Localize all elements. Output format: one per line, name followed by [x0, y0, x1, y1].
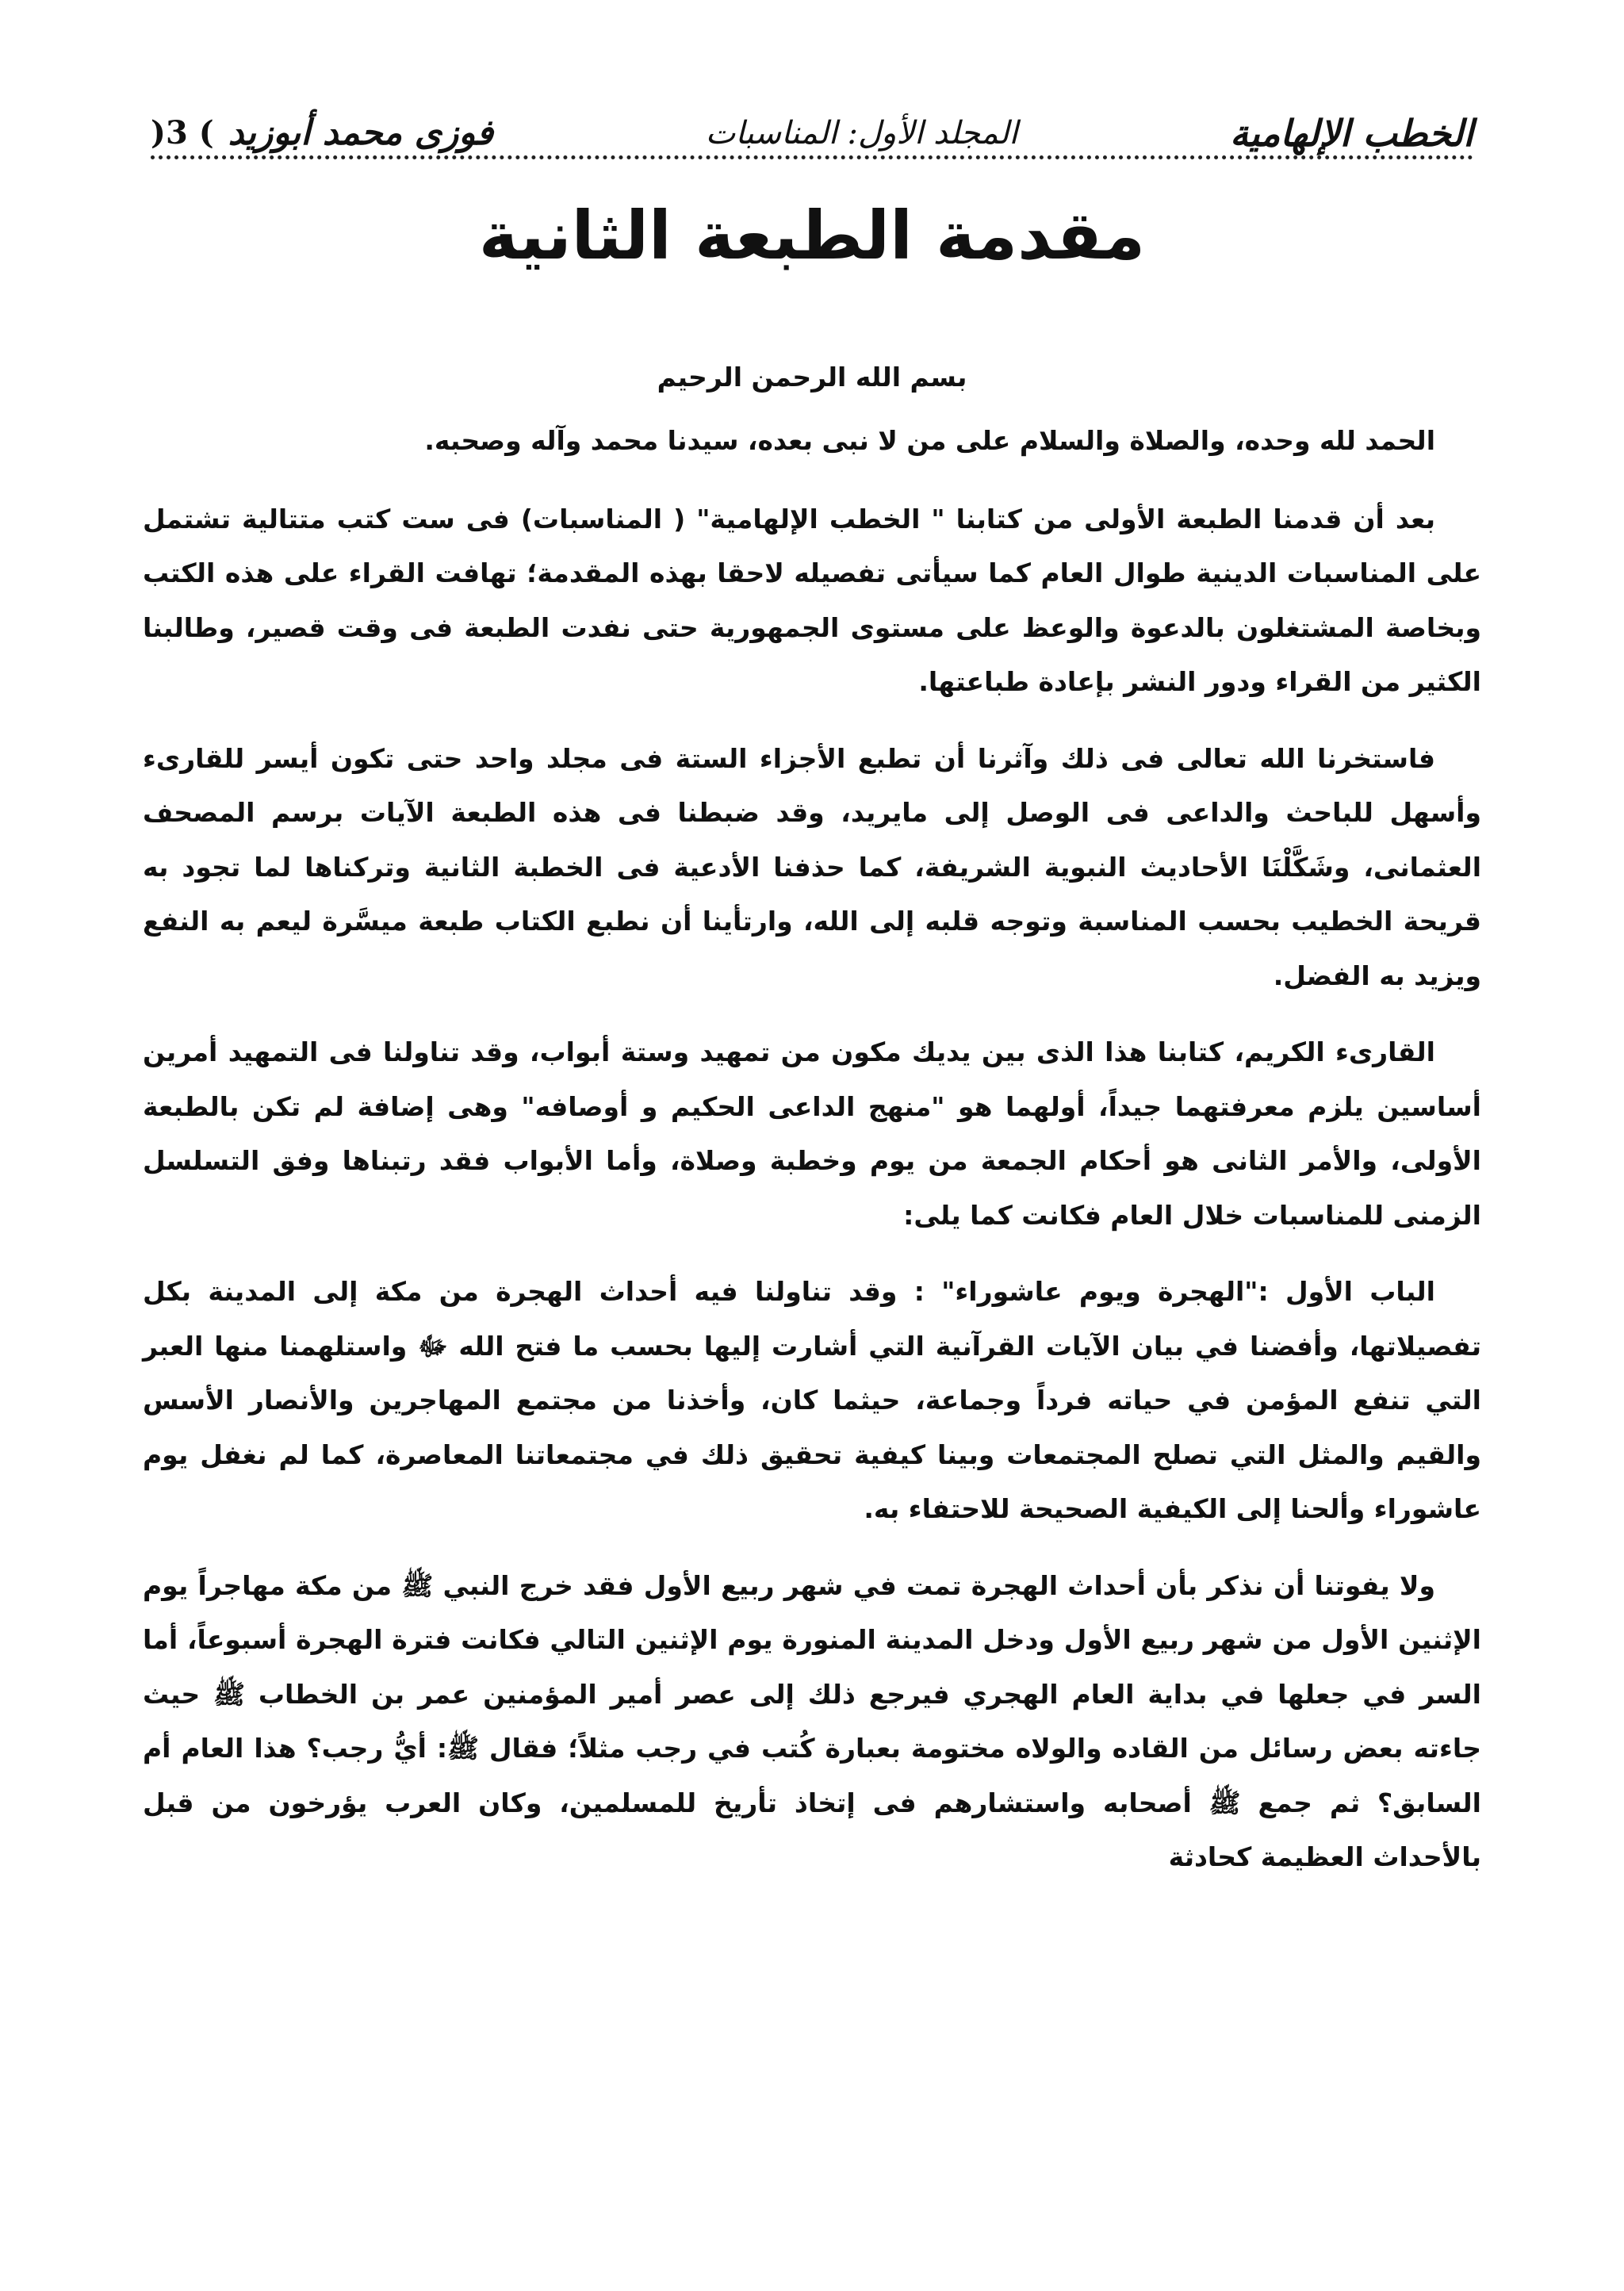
chapter-title: مقدمة الطبعة الثانية — [478, 197, 1146, 274]
paragraph: بعد أن قدمنا الطبعة الأولى من كتابنا " الخطب الإلهامية" ( المناسبات) فى ست كتب متتالية تشتمل على المناسبات الدينية طوال العام كما سيأتى تفصيله لاحقا بهذه المقدمة؛ تهافت القراء على هذه الكتب وبخاصة المشتغلون بالدعوة والوعظ على مستوى الجمهورية حتى نفدت الطبعة فى وقت قصير، وطالبنا الكثير من القراء ودور النشر بإعادة طباعتها. — [143, 503, 1481, 697]
volume-title: المجلد الأول: المناسبات — [705, 115, 1018, 151]
author-and-page — [151, 109, 493, 157]
paragraph: القارىء الكريم، كتابنا هذا الذى بين يديك مكون من تمهيد وستة أبواب، وقد تناولنا فى التمهيد أمرين أساسين يلزم معرفتهما جيداً، أولهما هو "منهج الداعى الحكيم و أوصافه" وهى إضافة لم تكن بالطبعة الأولى، والأمر الثانى هو أحكام الجمعة من يوم وخطبة وصلاة، وأما الأبواب فقد رتبناها وفق التسلسل الزمنى للمناسبات خلال العام فكانت كما يلى: — [143, 1036, 1481, 1231]
paragraph: ولا يفوتنا أن نذكر بأن أحداث الهجرة تمت في شهر ربيع الأول فقد خرج النبي ﷺ من مكة مهاجراً يوم الإثنين الأول من شهر ربيع الأول ودخل المدينة المنورة يوم الإثنين التالي فكانت فترة الهجرة أسبوعاً، أما السر في جعلها في بداية العام الهجري فيرجع ذلك إلى عصر أمير المؤمنين عمر بن الخطاب ﷺ حيث جاءته بعض رسائل من القاده والولاه مختومة بعبارة كُتب في رجب مثلاً؛ فقال ﷺ: أيُّ رجب؟ هذا العام أم السابق؟ ثم جمع ﷺ أصحابه واستشارهم فى إتخاذ تأريخ للمسلمين، وكان العرب يؤرخون من قبل بالأحداث العظيمة كحادثة — [143, 1569, 1481, 1872]
paragraph: الحمد لله وحده، والصلاة والسلام على من لا نبى بعده، سيدنا محمد وآله وصحبه. — [424, 425, 1435, 456]
paragraph: فاستخرنا الله تعالى فى ذلك وآثرنا أن تطبع الأجزاء الستة فى مجلد واحد حتى تكون أيسر للقارىء وأسهل للباحث والداعى فى الوصل إلى مايريد، وقد ضبطنا فى هذه الطبعة الآيات برسم المصحف العثمانى، وشَكَّلْنَا الأحاديث النبوية الشريفة، كما حذفنا الأدعية فى الخطبة الثانية وتركناها لما تجود به قريحة الخطيب بحسب المناسبة وتوجه قلبه إلى الله، وارتأينا أن نطبع الكتاب طبعة ميسَّرة ليعم به النفع ويزيد به الفضل. — [143, 742, 1481, 991]
running-header — [151, 94, 1473, 157]
basmala: بسم الله الرحمن الرحيم — [657, 362, 967, 393]
book-title: الخطب الإلهامية — [1230, 112, 1473, 155]
body-text — [143, 341, 1481, 1885]
page-number: ) 3( — [151, 114, 214, 151]
author-name: فوزى محمد أبوزيد — [228, 113, 494, 153]
paragraph: الباب الأول :"الهجرة ويوم عاشوراء" : وقد تناولنا فيه أحداث الهجرة من مكة إلى المدينة بكل تفصيلاتها، وأفضنا في بيان الآيات القرآنية التي أشارت إليها بحسب ما فتح الله ﷻ واستلهمنا منها العبر التي تنفع المؤمن في حياته فرداً وجماعة، حيثما كان، وأخذنا من مجتمع المهاجرين والأنصار الأسس والقيم والمثل التي تصلح المجتمعات وبينا كيفية تحقيق ذلك في مجتمعاتنا المعاصرة، كما لم نغفل يوم عاشوراء وألحنا إلى الكيفية الصحيحة للاحتفاء به. — [143, 1276, 1481, 1524]
header-divider — [151, 155, 1473, 159]
